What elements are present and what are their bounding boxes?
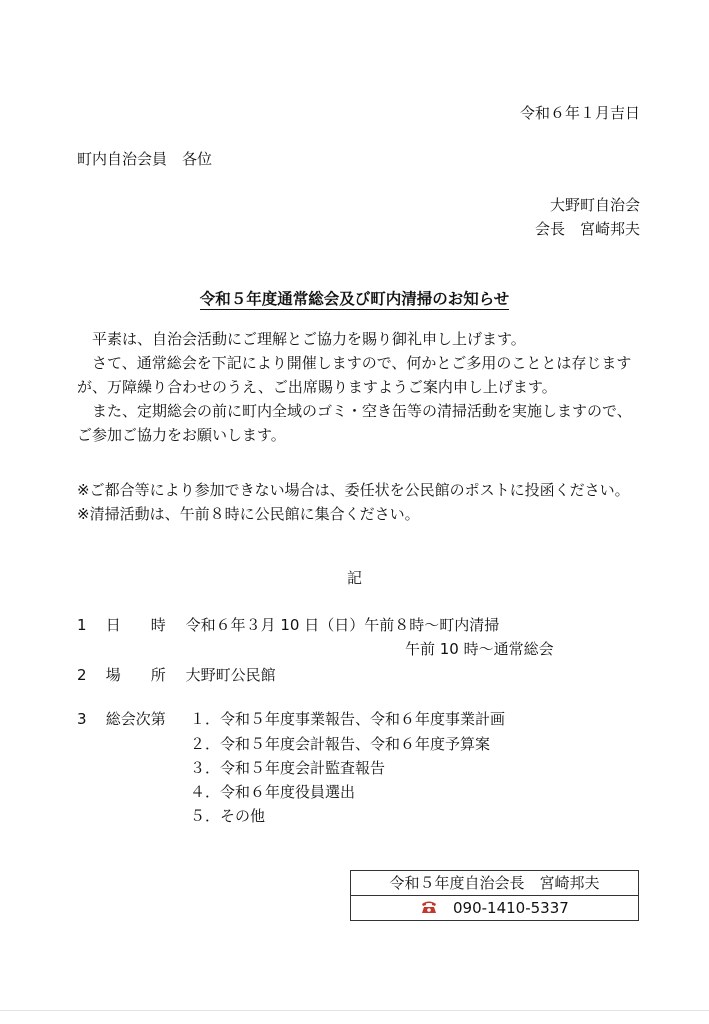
item-label: 日 時 xyxy=(105,616,166,634)
item-number: 2 xyxy=(77,666,87,684)
recipient-line: 町内自治会員 各位 xyxy=(77,150,213,168)
sender-organization: 大野町自治会 xyxy=(549,196,640,214)
item-number: 3 xyxy=(77,710,87,728)
item-agenda xyxy=(77,708,166,729)
item-value: 大野町公民館 xyxy=(185,666,276,684)
item-value: 令和６年３月 10 日（日）午前８時～町内清掃 xyxy=(185,616,500,634)
body-paragraph-3: また、定期総会の前に町内全域のゴミ・空き缶等の清掃活動を実施しますので、ご参加ご協力をお願いします。 xyxy=(77,402,632,444)
body-paragraph-1: 平素は、自治会活動にご理解とご協力を賜り御礼申し上げます。 xyxy=(77,330,526,348)
item-number: 1 xyxy=(77,616,87,634)
sender-name: 会長 宮崎邦夫 xyxy=(534,220,640,238)
body-paragraph-2: さて、通常総会を下記により開催しますので、何かとご多用のこととは存じますが、万障繰り合わせのうえ、ご出席賜りますようご案内申し上げます。 xyxy=(77,354,632,396)
document-date: 令和６年１月吉日 xyxy=(519,104,640,122)
document-title xyxy=(0,287,709,309)
document-title-text: 令和５年度通常総会及び町内清掃のお知らせ xyxy=(199,290,510,308)
ki-heading: 記 xyxy=(346,569,362,587)
agenda-item: ４．令和６年度役員選出 xyxy=(190,783,356,801)
agenda-item: １．令和５年度事業報告、令和６年度事業計画 xyxy=(190,710,506,728)
contact-phone-number: 090-1410-5337 xyxy=(452,899,569,917)
contact-phone-row xyxy=(351,895,638,920)
telephone-icon xyxy=(420,897,438,921)
note-2: ※清掃活動は、午前８時に公民館に集合ください。 xyxy=(77,505,420,523)
item-label: 総会次第 xyxy=(105,710,166,728)
item-datetime xyxy=(77,614,499,635)
item-label: 場 所 xyxy=(105,666,166,684)
note-1: ※ご都合等により参加できない場合は、委任状を公民館のポストに投函ください。 xyxy=(77,481,630,499)
page-bottom-divider xyxy=(0,1010,709,1011)
notes xyxy=(77,478,642,526)
item-datetime-second-line: 午前 10 時～通常総会 xyxy=(405,640,554,658)
contact-box xyxy=(350,870,639,921)
agenda-item: ３．令和５年度会計監査報告 xyxy=(190,759,386,777)
body-text xyxy=(77,327,642,447)
agenda-item: ２．令和５年度会計報告、令和６年度予算案 xyxy=(190,735,491,753)
contact-name: 令和５年度自治会長 宮崎邦夫 xyxy=(389,874,600,892)
agenda-item: ５．その他 xyxy=(190,807,266,825)
item-location xyxy=(77,664,276,685)
